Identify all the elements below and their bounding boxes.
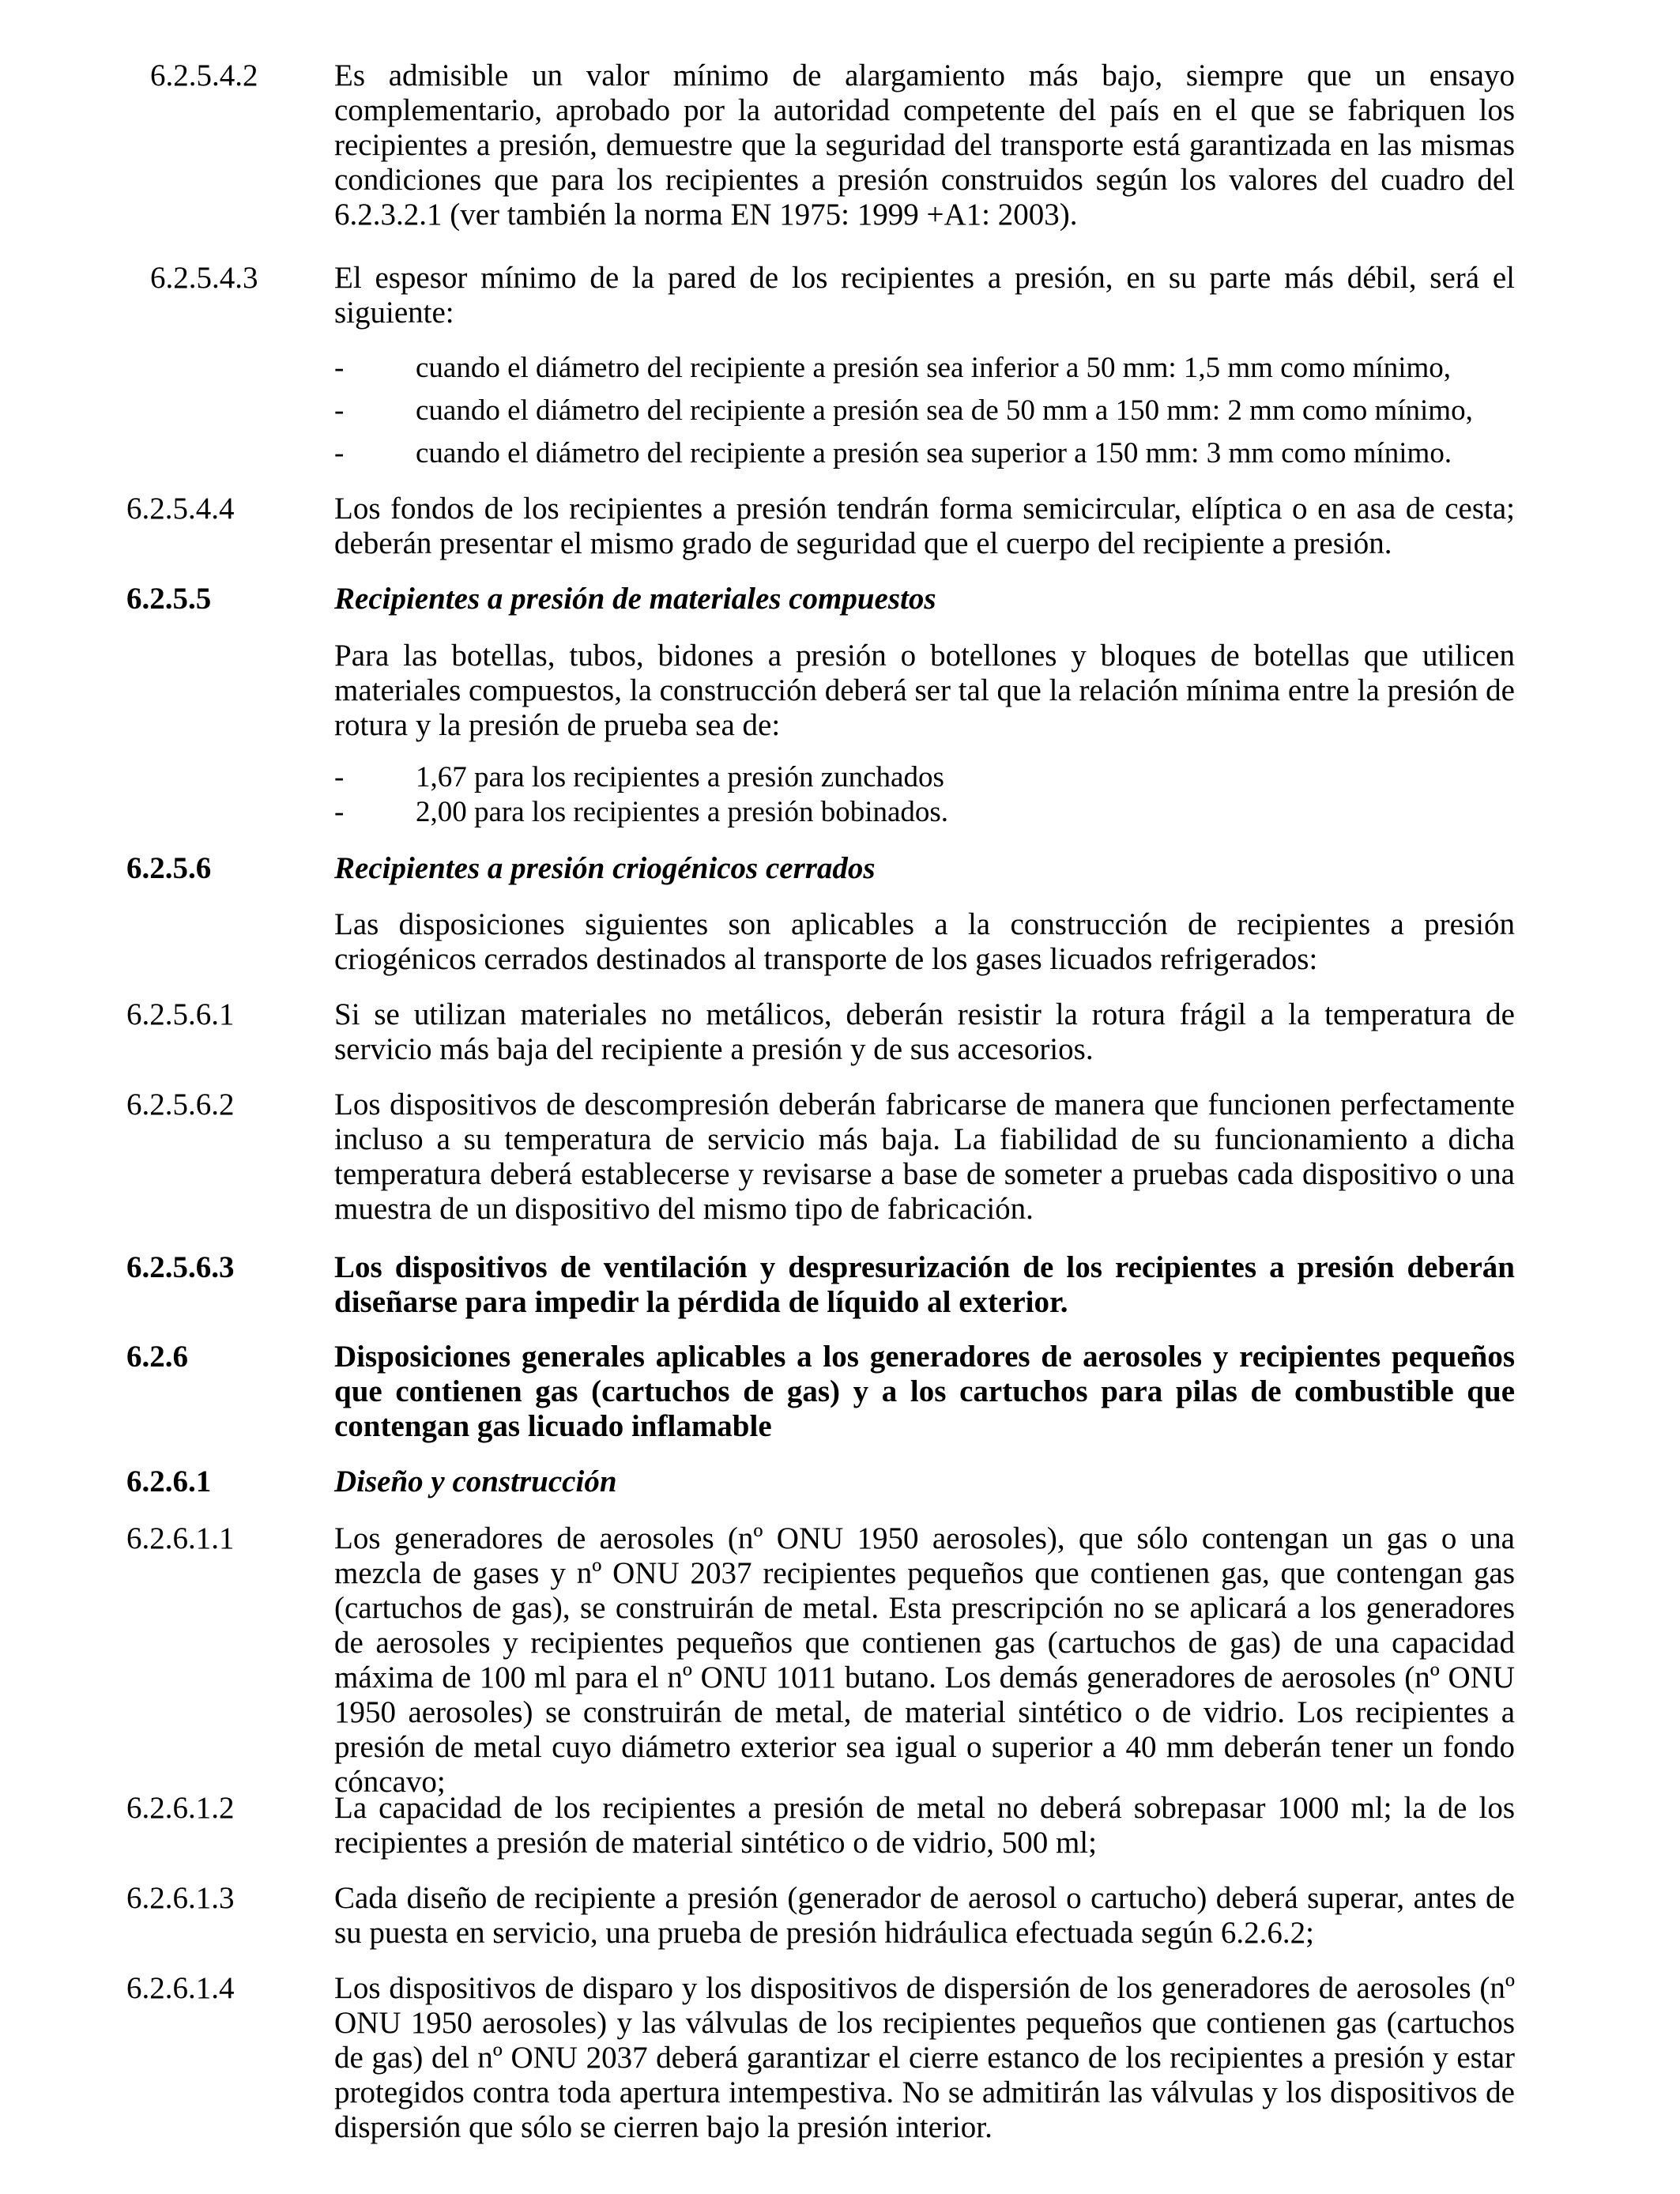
section-number: 6.2.5.4.3 [150,261,258,295]
section-text: Los fondos de los recipientes a presión tendrán forma semicircular, elíptica o en asa de cesta; deberán presentar el mismo grado de seguridad que el cuerpo del recipiente a presión. [334,492,1515,560]
section-number: 6.2.6.1 [126,1465,212,1498]
section-number: 6.2.5.5 [126,582,212,616]
bullet-marker: - [334,394,345,427]
list-item: - cuando el diámetro del recipiente a presión sea de 50 mm a 150 mm: 2 mm como mínimo, [334,394,1473,427]
section-number: 6.2.6.1.1 [126,1521,235,1555]
section-heading: Diseño y construcción [334,1465,617,1498]
section-text: Los dispositivos de disparo y los dispositivos de dispersión de los generadores de aerosoles (nº ONU 1950 aerosoles) y las válvulas de los recipientes pequeños que contienen gas (cartuchos de gas) del nº ONU 2037 deberá garantizar el cierre estanco de los recipientes a presión y estar protegidos contra toda apertura intempestiva. No se admitirán las válvulas y los dispositivos de dispersión que sólo se cierren bajo la presión interior. [334,1971,1515,2144]
section-text: Las disposiciones siguientes son aplicables a la construcción de recipientes a presión criogénicos cerrados destinados al transporte de los gases licuados refrigerados: [334,907,1515,976]
bullet-list-thickness [334,351,1515,479]
section-text: Para las botellas, tubos, bidones a presión o botellones y bloques de botellas que utilicen materiales compuestos, la construcción deberá ser tal que la relación mínima entre la presión de rotura y la presión de prueba sea de: [334,639,1515,742]
section-text: Es admisible un valor mínimo de alargamiento más bajo, siempre que un ensayo complementario, aprobado por la autoridad competente del país en el que se fabriquen los recipientes a presión, demuestre que la seguridad del transporte está garantizada en las mismas condiciones que para los recipientes a presión construidos según los valores del cuadro del 6.2.3.2.1 (ver también la norma EN 1975: 1999 +A1: 2003). [334,58,1515,232]
list-item: - cuando el diámetro del recipiente a presión sea inferior a 50 mm: 1,5 mm como mínimo, [334,352,1452,384]
section-text: Los dispositivos de descompresión deberán fabricarse de manera que funcionen perfectamente incluso a su temperatura de servicio más baja. La fiabilidad de su funcionamiento a dicha temperatura deberá establecerse y revisarse a base de someter a pruebas cada dispositivo o una muestra de un dispositivo del mismo tipo de fabricación. [334,1088,1515,1226]
section-text: Los generadores de aerosoles (nº ONU 1950 aerosoles), que sólo contengan un gas o una mezcla de gases y nº ONU 2037 recipientes pequeños que contienen gas, que contengan gas (cartuchos de gas), se construirán de metal. Esta prescripción no se aplicará a los generadores de aerosoles y recipientes pequeños que contienen gas (cartuchos de gas) de una capacidad máxima de 100 ml para el nº ONU 1011 butano. Los demás generadores de aerosoles (nº ONU 1950 aerosoles) se construirán de metal, de material sintético o de vidrio. Los recipientes a presión de metal cuyo diámetro exterior sea igual o superior a 40 mm deberán tener un fondo cóncavo; [334,1521,1515,1799]
bullet-marker: - [334,352,345,384]
section-number: 6.2.6.1.4 [126,1971,235,2005]
section-text: Si se utilizan materiales no metálicos, deberán resistir la rotura frágil a la temperatura de servicio más baja del recipiente a presión y de sus accesorios. [334,997,1515,1066]
section-text: La capacidad de los recipientes a presión de metal no deberá sobrepasar 1000 ml; la de los recipientes a presión de material sintético o de vidrio, 500 ml; [334,1791,1515,1860]
list-item: - 1,67 para los recipientes a presión zunchados [334,761,944,794]
section-heading: Recipientes a presión de materiales compuestos [334,582,936,616]
section-number: 6.2.6.1.3 [126,1881,235,1915]
section-number: 6.2.5.4.2 [150,58,258,92]
section-number: 6.2.5.6.1 [126,997,235,1031]
section-text: El espesor mínimo de la pared de los recipientes a presión, en su parte más débil, será el siguiente: [334,261,1515,330]
section-number: 6.2.5.6 [126,851,212,885]
list-item: - cuando el diámetro del recipiente a presión sea superior a 150 mm: 3 mm como mínimo. [334,437,1452,469]
section-number: 6.2.5.4.4 [126,492,235,526]
section-number: 6.2.5.6.3 [126,1250,235,1284]
bullet-marker: - [334,437,345,469]
section-number: 6.2.6 [126,1340,188,1374]
section-text: Los dispositivos de ventilación y despresurización de los recipientes a presión deberán diseñarse para impedir la pérdida de líquido al exterior. [334,1250,1515,1319]
bullet-list-ratios [334,760,1515,830]
section-number: 6.2.6.1.2 [126,1791,235,1825]
section-text: Cada diseño de recipiente a presión (generador de aerosol o cartucho) deberá superar, antes de su puesta en servicio, una prueba de presión hidráulica efectuada según 6.2.6.2; [334,1881,1515,1950]
list-item: - 2,00 para los recipientes a presión bobinados. [334,796,949,828]
bullet-marker: - [334,796,345,828]
bullet-marker: - [334,761,345,794]
section-heading: Recipientes a presión criogénicos cerrados [334,851,876,885]
section-number: 6.2.5.6.2 [126,1088,235,1122]
section-heading: Disposiciones generales aplicables a los generadores de aerosoles y recipientes pequeños que contienen gas (cartuchos de gas) y a los cartuchos para pilas de combustible que contengan gas licuado inflamable [334,1340,1515,1443]
